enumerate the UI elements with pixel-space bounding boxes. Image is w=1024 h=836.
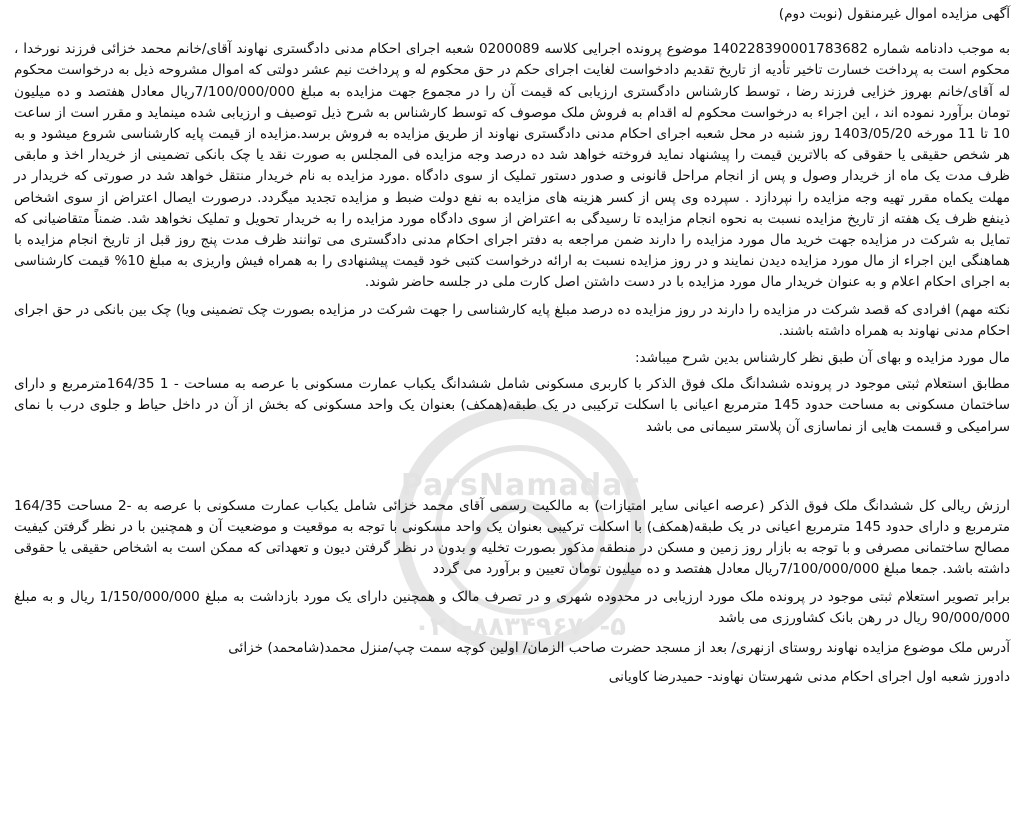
watermark-brand: ParsNamadar — [400, 468, 640, 503]
notice-signature: دادورز شعبه اول اجرای احکام مدنی شهرستان نهاوند- حمیدرضا کاویانی — [608, 669, 1010, 686]
notice-item-1: مطابق استعلام ثبتی موجود در پرونده ششدانگ ملک فوق الذکر با کاربری مسکونی شامل ششدانگ یکباب عمارت مسکونی با عرصه به مساحت - 1 164/35مترمربع و دارای ساختمان مسکونی به مساحت حدود 145 مترمربع اعیانی با اسکلت ترکیبی در یک طبقه(همکف) بعنوان یک واحد مسکونی که بخش از آن در داخل حیاط و جلوی درب با نمای سرامیکی و قسمت هایی از نماسازی آن پلاستر سیمانی می باشد — [14, 376, 1010, 435]
notice-registry-status: برابر تصویر استعلام ثبتی موجود در پرونده ملک مورد ارزیابی در محدوده شهری و در تصرف مالک و همچنین دارای یک مورد بازداشت به مبلغ 1/150/000/000 ریال و به مبلغ 90/000/000 ریال در رهن بانک کشاورزی می باشد — [14, 588, 1010, 626]
notice-main-paragraph: به موجب دادنامه شماره 140228390001783682 موضوع پرونده اجرایی کلاسه 0200089 شعبه اجرای احکام مدنی دادگستری نهاوند آقای/خانم محمد خزائی فرزند نورخدا ، محکوم است به پرداخت خسارت تاخیر تأدیه از تاریخ تقدیم دادخواست لغایت اجرای حکم در حق محکوم له و پرداخت نیم عشر دولتی که اموال مشروحه ذیل به درخواست محکوم له آقای/خانم بهروز خزایی فرزند رضا ، توسط کارشناس دادگستری ارزیابی که قیمت آن را در مجموع جهت مزایده به مبلغ 7/100/000/000ریال معادل هفتصد و ده میلیون تومان برآورد نموده اند ، این اجراء به درخواست محکوم له اقدام به فروش ملک موصوف که توسط کارشناس به شرح ذیل توصیف و ارزیابی شده مینماید و مقرر است از ساعت 10 تا 11 مورخه 1403/05/20 روز شنبه در محل شعبه اجرای احکام مدنی دادگستری نهاوند از طریق مزایده به فروش برسد.مزایده از قیمت پایه کارشناسی شروع میشود و به هر شخص حقیقی یا حقوقی که بالاترین قیمت را پیشنهاد نماید فروخته خواهد شد ده درصد وجه مزایده فی المجلس به صورت نقد یا چک بانکی تضمینی از خریدار اخذ و مابقی ظرف مدت یک ماه از خریدار وصول و پس از انجام مراحل قانونی و صدور دستور تملیک از سوی دادگاه .مورد مزایده به نام خریدار منتقل خواهد شد در صورتی که خریدار در مهلت یکماه مقرر تهیه وجه مزایده را نپردازد . سپرده وی پس از کسر هزینه های مزایده به نفع دولت ضبط و مزایده تجدید میگردد. درصورت ایصال اعتراض از سوی اشخاص ذینفع ظرف یک هفته از تاریخ مزایده نسبت به نحوه انجام مزایده تا رسیدگی به اعتراض از سوی دادگاه مورد مزایده را به خریدار تحویل و تملیک نخواهد شد. ضمناً متقاضیانی که تمایل به شرکت در مزایده جهت خرید مال مورد مزایده را دارند ضمن مراجعه به دفتر اجرای احکام مدنی دادگستری می توانند ظرف مدت پنج روز قبل از تاریخ انجام مزایده با هماهنگی این اجراء از مال مورد مزایده دیدن نمایند و در روز مزایده نسبت به ارائه درخواست کتبی خود قیمت پیشنهادی را به همراه فیش واریزی به مبلغ 10% قیمت کارشناسی به اجرای احکام اعلام و به عنوان خریدار مال مورد مزایده با در دست داشتن اصل کارت ملی در جلسه حاضر شوند. — [14, 41, 1011, 291]
notice-items-intro: مال مورد مزایده و بهای آن طبق نظر کارشناس بدین شرح میباشد: — [634, 350, 1010, 367]
notice-title: آگهی مزایده اموال غیرمنقول (نوبت دوم) — [778, 6, 1010, 22]
notice-important-note: نکته مهم) افرادی که قصد شرکت در مزایده را دارند در روز مزایده ده درصد مبلغ پایه کارشناسی را جهت شرکت در مزایده بصورت چک تضمینی ویا) چک بین بانکی در حق اجرای احکام مدنی نهاوند به همراه داشته باشند. — [14, 301, 1010, 339]
auction-notice — [14, 4, 1010, 688]
notice-item-2: ارزش ریالی کل ششدانگ ملک فوق الذکر (عرصه اعیانی سایر امتیازات) به مالکیت رسمی آقای محمد خزائی شامل یکباب عمارت مسکونی با عرصه به -2 مساحت 164/35 مترمربع و دارای حدود 145 مترمربع اعیانی در یک طبقه(همکف) با اسکلت ترکیبی بعنوان یک واحد مسکونی با توجه به موقعیت و موضعیت آن و همچنین با در نظر گرفتن کیفیت مصالح ساختمانی مصرفی و با توجه به بازار روز زمین و مسکن در منطقه مذکور بصورت تخلیه و بدون در نظر گرفتن دیون و تعهداتی که ممکن است به اشخاص حقیقی یا حقوقی داشته باشد. جمعا مبلغ 7/100/000/000ریال معادل هفتصد و ده میلیون تومان تعیین و برآورد می گردد — [14, 497, 1010, 578]
notice-property-address: آدرس ملک موضوع مزایده نهاوند روستای ازنهری/ بعد از مسجد حضرت صاحب الزمان/ اولین کوچه سمت چپ/منزل محمد(شامحمد) خزائی — [228, 640, 1010, 657]
watermark-phone: ۰۲۱-۸۸۳۴۹۶۷۰-۵ — [413, 612, 626, 642]
